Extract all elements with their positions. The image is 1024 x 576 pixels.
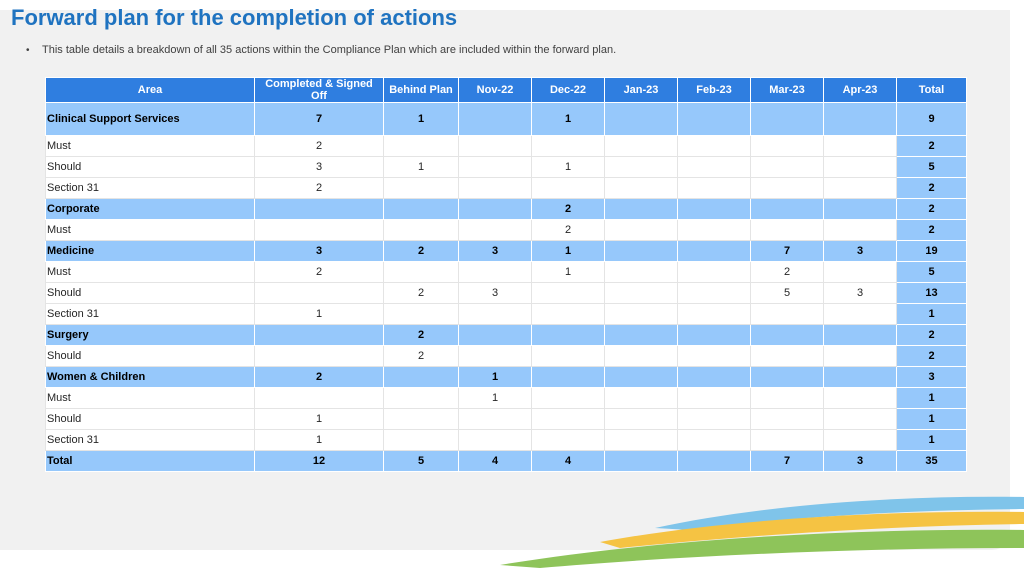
bullet-text: This table details a breakdown of all 35 actions within the Compliance Plan which are included within the forward plan.	[42, 44, 617, 56]
table-cell: 3	[255, 241, 384, 262]
row-label-cell: Must	[46, 136, 255, 157]
col-header-feb-23: Feb-23	[678, 78, 751, 103]
table-cell: 1	[384, 103, 459, 136]
table-cell: 1	[255, 430, 384, 451]
table-cell: 1	[897, 430, 967, 451]
table-cell: 2	[751, 262, 824, 283]
col-header-completed: Completed & Signed Off	[255, 78, 384, 103]
table-cell: 2	[532, 199, 605, 220]
table-cell: 1	[459, 388, 532, 409]
row-label-cell: Should	[46, 157, 255, 178]
col-header-total: Total	[897, 78, 967, 103]
col-header-behind-plan: Behind Plan	[384, 78, 459, 103]
table-cell: 3	[459, 283, 532, 304]
table-cell: 3	[459, 241, 532, 262]
table-cell: 5	[751, 283, 824, 304]
col-header-apr-23: Apr-23	[824, 78, 897, 103]
slide-title: Forward plan for the completion of actions	[11, 5, 458, 30]
row-label-cell: Total	[46, 451, 255, 472]
table-cell: 1	[532, 157, 605, 178]
table-cell: 2	[897, 178, 967, 199]
table-cell: 2	[255, 262, 384, 283]
row-label-cell: Medicine	[46, 241, 255, 262]
col-header-area: Area	[46, 78, 255, 103]
table-cell: 9	[897, 103, 967, 136]
table-cell: 2	[897, 325, 967, 346]
table-cell: 2	[384, 241, 459, 262]
table-cell: 12	[255, 451, 384, 472]
col-header-mar-23: Mar-23	[751, 78, 824, 103]
table-cell: 1	[897, 409, 967, 430]
table-cell: 2	[384, 325, 459, 346]
table-cell: 2	[897, 346, 967, 367]
row-label-cell: Women & Children	[46, 367, 255, 388]
table-cell: 2	[255, 136, 384, 157]
row-label-cell: Section 31	[46, 430, 255, 451]
table-cell: 2	[897, 199, 967, 220]
row-label-cell: Should	[46, 346, 255, 367]
table-cell: 1	[255, 409, 384, 430]
table-cell: 7	[751, 241, 824, 262]
table-cell: 5	[384, 451, 459, 472]
row-label-cell: Should	[46, 283, 255, 304]
table-cell: 7	[751, 451, 824, 472]
table-cell: 3	[824, 451, 897, 472]
table-cell: 1	[459, 367, 532, 388]
row-label-cell: Clinical Support Services	[46, 103, 255, 136]
row-label-cell: Surgery	[46, 325, 255, 346]
table-cell: 2	[897, 220, 967, 241]
table-cell: 1	[897, 388, 967, 409]
table-cell: 2	[897, 136, 967, 157]
table-cell: 1	[255, 304, 384, 325]
row-label-cell: Corporate	[46, 199, 255, 220]
table-cell: 2	[255, 367, 384, 388]
table-cell: 2	[384, 346, 459, 367]
col-header-jan-23: Jan-23	[605, 78, 678, 103]
row-label-cell: Section 31	[46, 178, 255, 199]
table-cell: 3	[897, 367, 967, 388]
table-cell: 7	[255, 103, 384, 136]
table-cell: 2	[532, 220, 605, 241]
table-cell: 5	[897, 262, 967, 283]
table-cell: 1	[897, 304, 967, 325]
table-cell: 35	[897, 451, 967, 472]
table-cell: 1	[532, 262, 605, 283]
table-cell: 1	[384, 157, 459, 178]
table-cell: 3	[824, 283, 897, 304]
row-label-cell: Must	[46, 388, 255, 409]
table-cell: 3	[255, 157, 384, 178]
table-cell: 13	[897, 283, 967, 304]
table-cell: 4	[532, 451, 605, 472]
table-cell: 2	[384, 283, 459, 304]
row-label-cell: Section 31	[46, 304, 255, 325]
col-header-nov-22: Nov-22	[459, 78, 532, 103]
row-label-cell: Should	[46, 409, 255, 430]
row-label-cell: Must	[46, 262, 255, 283]
table-cell: 1	[532, 241, 605, 262]
row-label-cell: Must	[46, 220, 255, 241]
table-cell: 4	[459, 451, 532, 472]
bullet-icon: •	[26, 44, 30, 56]
col-header-dec-22: Dec-22	[532, 78, 605, 103]
table-cell: 2	[255, 178, 384, 199]
table-cell: 5	[897, 157, 967, 178]
table-cell: 3	[824, 241, 897, 262]
table-cell: 1	[532, 103, 605, 136]
table-cell: 19	[897, 241, 967, 262]
